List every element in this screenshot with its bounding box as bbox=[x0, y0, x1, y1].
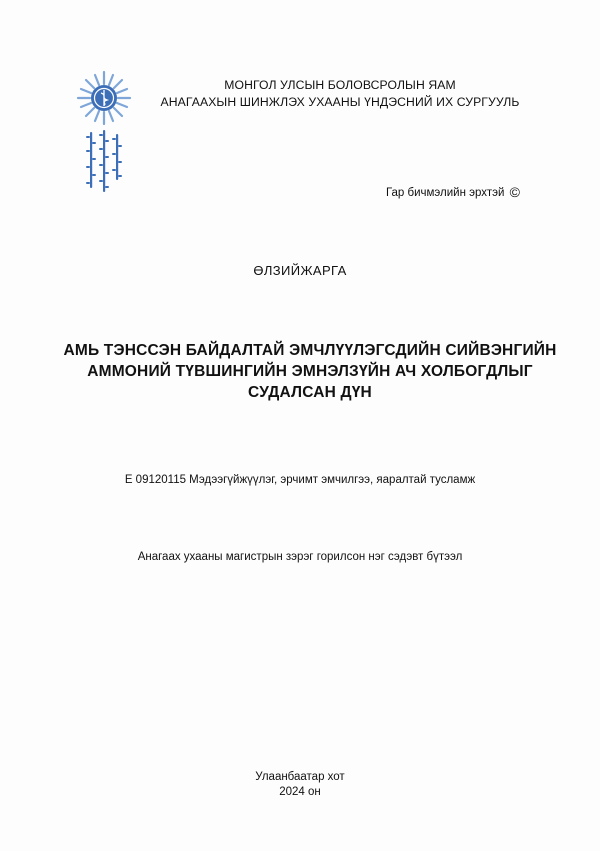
place-and-year bbox=[0, 770, 600, 800]
institution-header bbox=[150, 77, 530, 111]
university-emblem-icon bbox=[70, 70, 138, 210]
thesis-title bbox=[40, 340, 580, 403]
university-name: АНАГААХЫН ШИНЖЛЭХ УХААНЫ ҮНДЭСНИЙ ИХ СУРГУУЛЬ bbox=[160, 95, 520, 109]
copyright-text: Гар бичмэлийн эрхтэй bbox=[385, 187, 505, 199]
copyright-notice bbox=[386, 184, 520, 200]
thesis-title-line: АММОНИЙ ТҮВШИНГИЙН ЭМНЭЛЗҮЙН АЧ ХОЛБОГДЛЫГ bbox=[87, 363, 533, 380]
degree-statement: Анагаах ухааны магистрын зэрэг горилсон нэг сэдэвт бүтээл bbox=[137, 551, 463, 563]
thesis-title-line: АМЬ ТЭНССЭН БАЙДАЛТАЙ ЭМЧЛҮҮЛЭГСДИЙН СИЙВЭНГИЙН bbox=[63, 342, 557, 359]
thesis-title-line: СУДАЛСАН ДҮН bbox=[248, 384, 372, 401]
copyright-icon: © bbox=[509, 184, 520, 200]
author-name: ӨЛЗИЙЖАРГА bbox=[253, 263, 347, 278]
year: 2024 он bbox=[279, 786, 321, 798]
city: Улаанбаатар хот bbox=[255, 771, 345, 783]
specialty-code: Е 09120115 Мэдээгүйжүүлэг, эрчимт эмчилгээ, яаралтай тусламж bbox=[124, 474, 476, 486]
ministry-name: МОНГОЛ УЛСЫН БОЛОВСРОЛЫН ЯАМ bbox=[224, 78, 456, 92]
